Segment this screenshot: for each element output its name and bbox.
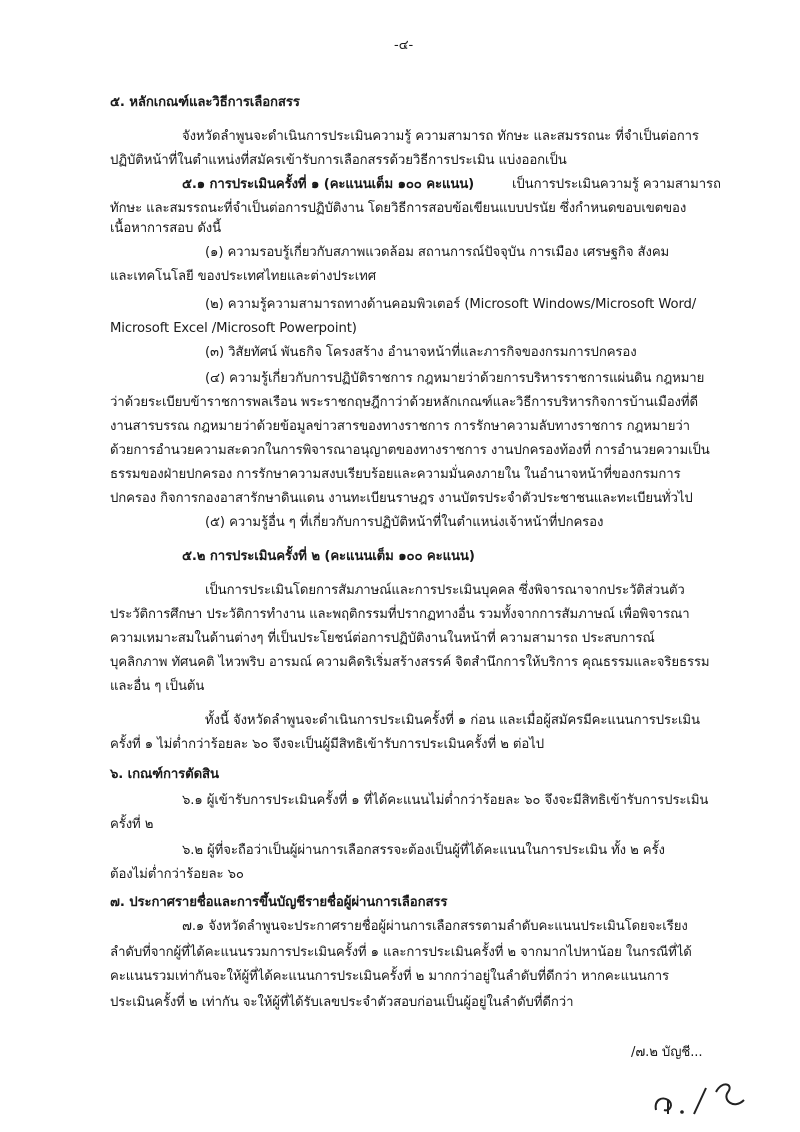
paragraph-line: ต้องไม่ต่ำกว่าร้อยละ ๖๐	[110, 867, 244, 882]
paragraph-line: ปกครอง กิจการกองอาสารักษาดินแดน งานทะเบียนราษฎร งานบัตรประจำตัวประชาชนและทะเบียนทั่วไป	[110, 491, 693, 506]
list-item: (๕) ความรู้อื่น ๆ ที่เกี่ยวกับการปฏิบัติหน้าที่ในตำแหน่งเจ้าหน้าที่ปกครอง	[205, 515, 604, 530]
paragraph-line: และเทคโนโลยี ของประเทศไทยและต่างประเทศ	[110, 269, 376, 284]
paragraph-line: ๖.๑ ผู้เข้ารับการประเมินครั้งที่ ๑ ที่ได้คะแนนไม่ต่ำกว่าร้อยละ ๖๐ จึงจะมีสิทธิเข้ารับการประเมิน	[182, 793, 709, 808]
paragraph-line: ปฏิบัติหน้าที่ในตำแหน่งที่สมัครเข้ารับการเลือกสรรด้วยวิธีการประเมิน แบ่งออกเป็น	[110, 153, 567, 168]
handwritten-initials	[648, 1070, 758, 1120]
paragraph-line: Microsoft Excel /Microsoft Powerpoint)	[110, 321, 357, 336]
paragraph-line: ความเหมาะสมในด้านต่างๆ ที่เป็นประโยชน์ต่อการปฏิบัติงานในหน้าที่ ความสามารถ ประสบการณ์	[110, 631, 655, 646]
paragraph-line: บุคลิกภาพ ทัศนคติ ไหวพริบ อารมณ์ ความคิดริเริ่มสร้างสรรค์ จิตสำนึกการให้บริการ คุณธรรมและจริยธรรม	[110, 655, 710, 670]
paragraph-line: งานสารบรรณ กฎหมายว่าด้วยข้อมูลข่าวสารของทางราชการ การรักษาความลับทางราชการ กฎหมายว่า	[110, 419, 690, 434]
paragraph-line: ๗.๑ จังหวัดลำพูนจะประกาศรายชื่อผู้ผ่านการเลือกสรรตามลำดับคะแนนประเมินโดยจะเรียง	[182, 919, 688, 934]
continuation-note: /๗.๒ บัญชี...	[631, 1045, 703, 1060]
subsection-5-2-heading: ๕.๒ การประเมินครั้งที่ ๒ (คะแนนเต็ม ๑๐๐ คะแนน)	[182, 549, 475, 564]
paragraph-line: ว่าด้วยระเบียบข้าราชการพลเรือน พระราชกฤษฎีกาว่าด้วยหลักเกณฑ์และวิธีการบริหารกิจการบ้านเมืองที่ดี	[110, 395, 698, 410]
paragraph-line: ครั้งที่ ๒	[110, 817, 154, 832]
paragraph-line: เนื้อหาการสอบ ดังนี้	[110, 221, 222, 236]
paragraph-line: ทักษะ และสมรรถนะที่จำเป็นต่อการปฏิบัติงาน โดยวิธีการสอบข้อเขียนแบบปรนัย ซึ่งกำหนดขอบเขตของ	[110, 201, 687, 216]
paragraph-line: ประเมินครั้งที่ ๒ เท่ากัน จะให้ผู้ที่ได้รับเลขประจำตัวสอบก่อนเป็นผู้อยู่ในลำดับที่ดีกว่า	[110, 995, 574, 1010]
list-item: (๔) ความรู้เกี่ยวกับการปฏิบัติราชการ กฎหมายว่าด้วยการบริหารราชการแผ่นดิน กฎหมาย	[205, 371, 705, 386]
section-5-heading: ๕. หลักเกณฑ์และวิธีการเลือกสรร	[110, 95, 300, 110]
section-7-heading: ๗. ประกาศรายชื่อและการขึ้นบัญชีรายชื่อผู้ผ่านการเลือกสรร	[110, 895, 448, 910]
paragraph-line: เป็นการประเมินความรู้ ความสามารถ	[512, 177, 721, 192]
list-item: (๑) ความรอบรู้เกี่ยวกับสภาพแวดล้อม สถานการณ์ปัจจุบัน การเมือง เศรษฐกิจ สังคม	[205, 245, 670, 260]
paragraph-line: คะแนนรวมเท่ากันจะให้ผู้ที่ได้คะแนนการประเมินครั้งที่ ๒ มากกว่าอยู่ในลำดับที่ดีกว่า หากคะแนนการ	[110, 969, 669, 984]
paragraph-line: เป็นการประเมินโดยการสัมภาษณ์และการประเมินบุคคล ซึ่งพิจารณาจากประวัติส่วนตัว	[205, 583, 685, 598]
paragraph-line: ลำดับที่จากผู้ที่ได้คะแนนรวมการประเมินครั้งที่ ๑ และการประเมินครั้งที่ ๒ จากมากไปหาน้อย ในกรณีที่ได้	[110, 945, 692, 960]
paragraph-line: จังหวัดลำพูนจะดำเนินการประเมินความรู้ ความสามารถ ทักษะ และสมรรถนะ ที่จำเป็นต่อการ	[182, 129, 699, 144]
section-6-heading: ๖. เกณฑ์การตัดสิน	[110, 767, 219, 782]
paragraph-line: ด้วยการอำนวยความสะดวกในการพิจารณาอนุญาตของทางราชการ งานปกครองท้องที่ การอำนวยความเป็น	[110, 443, 710, 458]
paragraph-line: ๖.๒ ผู้ที่จะถือว่าเป็นผู้ผ่านการเลือกสรรจะต้องเป็นผู้ที่ได้คะแนนในการประเมิน ทั้ง ๒ ครั้ง	[182, 843, 665, 858]
paragraph-line: ธรรมของฝ่ายปกครอง การรักษาความสงบเรียบร้อยและความมั่นคงภายใน ในอำนาจหน้าที่ของกรมการ	[110, 467, 681, 482]
paragraph-line: ครั้งที่ ๑ ไม่ต่ำกว่าร้อยละ ๖๐ จึงจะเป็นผู้มีสิทธิเข้ารับการประเมินครั้งที่ ๒ ต่อไป	[110, 737, 544, 752]
paragraph-line: ประวัติการศึกษา ประวัติการทำงาน และพฤติกรรมที่ปรากฏทางอื่น รวมทั้งจากการสัมภาษณ์ เพื่อพิจารณา	[110, 607, 690, 622]
subsection-5-1-heading: ๕.๑ การประเมินครั้งที่ ๑ (คะแนนเต็ม ๑๐๐ คะแนน)	[182, 177, 475, 192]
paragraph-line: และอื่น ๆ เป็นต้น	[110, 679, 205, 694]
page-number: -๔-	[394, 38, 414, 53]
list-item: (๓) วิสัยทัศน์ พันธกิจ โครงสร้าง อำนาจหน้าที่และภารกิจของกรมการปกครอง	[205, 345, 637, 360]
list-item: (๒) ความรู้ความสามารถทางด้านคอมพิวเตอร์ (Microsoft Windows/Microsoft Word/	[205, 297, 697, 312]
paragraph-line: ทั้งนี้ จังหวัดลำพูนจะดำเนินการประเมินครั้งที่ ๑ ก่อน และเมื่อผู้สมัครมีคะแนนการประเมิน	[205, 713, 700, 728]
